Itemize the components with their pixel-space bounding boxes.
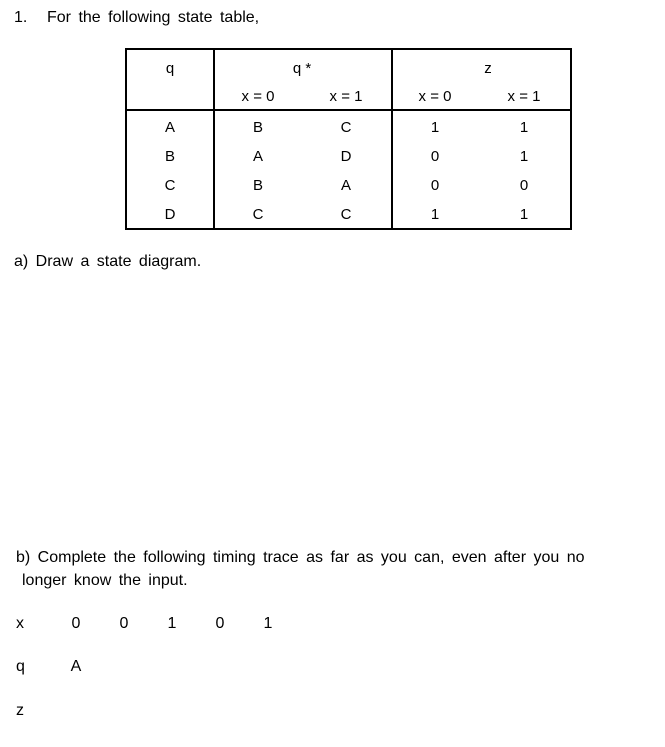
table-cell: D bbox=[340, 148, 352, 165]
table-cell: C bbox=[340, 206, 352, 223]
trace-x-value: 0 bbox=[119, 615, 129, 632]
state-table bbox=[125, 48, 572, 230]
table-cell: A bbox=[340, 177, 352, 194]
table-cell: A bbox=[252, 148, 264, 165]
table-cell: B bbox=[164, 148, 176, 165]
table-cell: 1 bbox=[519, 206, 529, 223]
header-q: q bbox=[165, 60, 175, 77]
part-b-prompt-line2: longer know the input. bbox=[22, 572, 188, 589]
trace-q-value: A bbox=[70, 658, 82, 675]
subheader-qstar-x1: x = 1 bbox=[329, 88, 363, 105]
table-cell: 1 bbox=[519, 148, 529, 165]
trace-q-label: q bbox=[16, 658, 25, 675]
question-intro: For the following state table, bbox=[47, 9, 260, 26]
question-number: 1. bbox=[14, 9, 28, 26]
table-divider bbox=[127, 109, 570, 111]
trace-x-value: 1 bbox=[263, 615, 273, 632]
table-cell: 0 bbox=[430, 148, 440, 165]
part-a-prompt: a) Draw a state diagram. bbox=[14, 253, 202, 270]
table-cell: B bbox=[252, 177, 264, 194]
table-cell: D bbox=[164, 206, 176, 223]
table-cell: C bbox=[340, 119, 352, 136]
table-divider bbox=[391, 50, 393, 228]
table-cell: C bbox=[252, 206, 264, 223]
trace-x-value: 1 bbox=[167, 615, 177, 632]
table-cell: C bbox=[164, 177, 176, 194]
subheader-z-x1: x = 1 bbox=[507, 88, 541, 105]
part-b-prompt-line1: b) Complete the following timing trace as far as you can, even after you no bbox=[16, 549, 585, 566]
table-cell: 1 bbox=[430, 206, 440, 223]
trace-z-label: z bbox=[16, 702, 24, 719]
trace-x-label: x bbox=[16, 615, 24, 632]
table-cell: 0 bbox=[430, 177, 440, 194]
table-cell: B bbox=[252, 119, 264, 136]
table-cell: A bbox=[164, 119, 176, 136]
header-next-state: q * bbox=[292, 60, 312, 77]
trace-x-value: 0 bbox=[215, 615, 225, 632]
table-cell: 0 bbox=[519, 177, 529, 194]
table-cell: 1 bbox=[519, 119, 529, 136]
header-output: z bbox=[484, 60, 492, 77]
table-divider bbox=[213, 50, 215, 228]
table-cell: 1 bbox=[430, 119, 440, 136]
subheader-qstar-x0: x = 0 bbox=[241, 88, 275, 105]
subheader-z-x0: x = 0 bbox=[418, 88, 452, 105]
trace-x-value: 0 bbox=[71, 615, 81, 632]
